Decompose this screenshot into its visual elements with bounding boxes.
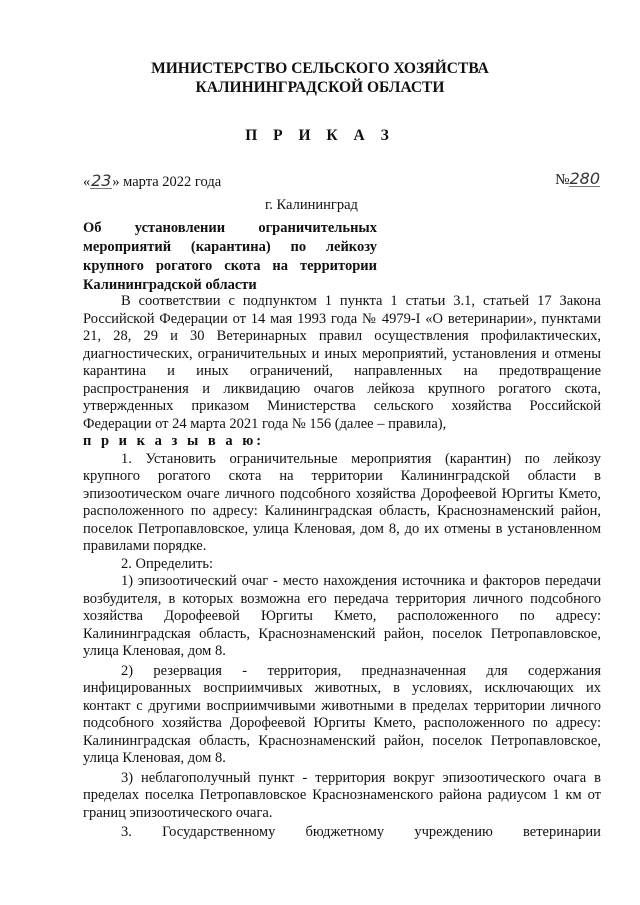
order-number <box>555 169 600 189</box>
order-subject: Об установлении ограничительных мероприятий (карантина) по лейкозу крупного рогатого скота на территории Калининградской области <box>83 220 377 293</box>
item-paragraph-2-3: 3) неблагополучный пункт - территория вокруг эпизоотического очага в пределах поселка Петропавловское Краснознаменского района радиусом 1 км от границ эпизоотического очага. <box>83 769 601 821</box>
date-rest: » марта 2022 года <box>112 174 222 190</box>
number-prefix: № <box>555 172 570 188</box>
order-keyword: п р и к а з ы в а ю: <box>83 433 265 449</box>
ministry-name-line-2: КАЛИНИНГРАДСКОЙ ОБЛАСТИ <box>195 79 445 96</box>
last-line-word-4: учреждению <box>414 824 493 840</box>
order-city: г. Калининград <box>265 197 358 213</box>
date-open-quote: « <box>83 174 91 190</box>
preamble-paragraph: В соответствии с подпунктом 1 пункта 1 статьи 3.1, статьей 17 Закона Российской Федерации от 14 мая 1993 года № 4979-I «О ветеринарии», пунктами 21, 28, 29 и 30 Ветеринарных правил осуществления профилактических, диагностических, ограничительных и иных мероприятий, установления и отмены карантина и иных ограничений, направленных на предотвращение распространения и ликвидацию очагов лейкоза крупного рогатого скота, утвержденных приказом Министерства сельского хозяйства Российской Федерации от 24 марта 2021 года № 156 (далее – правила), <box>83 293 601 432</box>
handwritten-number: 280 <box>569 169 600 188</box>
last-line-word-2: Государственному <box>162 824 276 840</box>
item-paragraph-2: 2. Определить: <box>121 555 214 572</box>
item-paragraph-2-1: 1) эпизоотический очаг - место нахождения источника и факторов передачи возбудителя, в которых возможна его передача территория личного подсобного хозяйства Дорофеевой Юргиты Кмето, расположенного по адресу: Калининградская область, Краснознаменский район, поселок Петропавловское, улица Кленовая, дом 8. <box>83 573 601 659</box>
order-date <box>83 171 222 191</box>
item-paragraph-3 <box>83 824 601 842</box>
ministry-header <box>0 59 640 97</box>
order-body <box>83 293 601 842</box>
item-paragraph-2-2: 2) резервация - территория, предназначенная для содержания инфицированных восприимчивых животных, в условиях, исключающих их контакт с другими восприимчивыми животными в пределах территории личного подсобного хозяйства Дорофеевой Юргиты Кмето, расположенного по адресу: Калининградская область, Краснознаменский район, поселок Петропавловское, улица Кленовая, дом 8. <box>83 662 601 766</box>
handwritten-day: 23 <box>91 171 112 190</box>
last-line-word-5: ветеринарии <box>523 824 601 840</box>
last-line-word-3: бюджетному <box>305 824 385 840</box>
order-title: П Р И К А З <box>245 127 395 144</box>
order-keyword-paragraph <box>83 433 601 451</box>
ministry-name-line-1: МИНИСТЕРСТВО СЕЛЬСКОГО ХОЗЯЙСТВА <box>151 60 489 77</box>
last-line-word-1: 3. <box>121 824 132 840</box>
item-paragraph-1: 1. Установить ограничительные мероприятия (карантин) по лейкозу крупного рогатого скота на территории Калининградской области в эпизоотическом очаге личного подсобного хозяйства Дорофеевой Юргиты Кмето, расположенного по адресу: Калининградская область, Краснознаменский район, поселок Петропавловское, улица Кленовая, дом 8, до их отмены в установленном правилами порядке. <box>83 450 601 554</box>
